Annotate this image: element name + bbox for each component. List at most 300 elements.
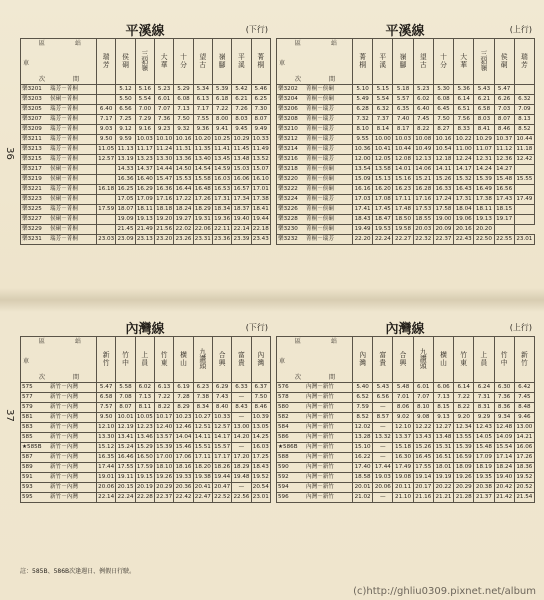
- header-label-sec: 間: [329, 374, 336, 381]
- time-cell: 16.45: [413, 453, 433, 463]
- time-cell: [97, 225, 116, 235]
- train-route: 新竹－內灣: [50, 453, 78, 460]
- time-cell: 5.15: [373, 85, 393, 95]
- time-cell: 19.40: [232, 215, 251, 225]
- time-cell: 13.46: [135, 433, 154, 443]
- table-row: [277, 413, 535, 423]
- train-cell: [277, 195, 353, 205]
- time-cell: 17.31: [454, 195, 474, 205]
- time-cell: 6.01: [154, 95, 173, 105]
- time-cell: 19.40: [494, 473, 514, 483]
- time-cell: 12.31: [474, 155, 494, 165]
- station-name: 竹東: [460, 351, 468, 367]
- time-cell: 19.58: [393, 225, 413, 235]
- table-row: [277, 403, 535, 413]
- time-cell: 18.11: [474, 205, 494, 215]
- train-route: 內灣－新竹: [306, 473, 334, 480]
- time-cell: 10.44: [514, 135, 534, 145]
- time-cell: 19.33: [174, 473, 193, 483]
- train-number: 577: [22, 393, 33, 400]
- train-number: 樂3207: [22, 115, 42, 122]
- table-row: [277, 185, 535, 195]
- time-cell: 22.24: [373, 235, 393, 245]
- schedule-table: [276, 38, 535, 245]
- train-number: 581: [22, 413, 33, 420]
- time-cell: 15.26: [413, 443, 433, 453]
- time-cell: 16.30: [393, 453, 413, 463]
- time-cell: 22.20: [353, 235, 373, 245]
- time-cell: 14.20: [232, 433, 251, 443]
- time-cell: 9.41: [212, 125, 231, 135]
- neiwan-upbound-table: [276, 318, 534, 563]
- train-cell: [277, 145, 353, 155]
- time-cell: 15.12: [97, 443, 116, 453]
- time-cell: 20.36: [174, 483, 193, 493]
- station-header: [353, 337, 373, 383]
- time-cell: 22.11: [212, 225, 231, 235]
- train-cell: [21, 175, 97, 185]
- time-cell: 20.20: [474, 225, 494, 235]
- time-cell: 7.30: [251, 105, 270, 115]
- time-cell: 13.52: [251, 155, 270, 165]
- time-cell: 19.09: [116, 215, 135, 225]
- station-name: 富貴: [238, 351, 245, 367]
- time-cell: 15.03: [232, 165, 251, 175]
- station-name: 瑞芳: [520, 53, 528, 69]
- time-cell: 23.01: [514, 235, 534, 245]
- train-number: 樂3229: [22, 225, 42, 232]
- table-row: [21, 165, 271, 175]
- time-cell: 8.15: [433, 403, 453, 413]
- time-cell: 18.29: [193, 205, 212, 215]
- time-cell: 9.59: [116, 135, 135, 145]
- train-number: 樂3209: [22, 125, 42, 132]
- time-cell: 16.28: [413, 185, 433, 195]
- time-cell: 18.47: [373, 215, 393, 225]
- time-cell: —: [373, 403, 393, 413]
- time-cell: 7.50: [251, 393, 270, 403]
- time-cell: 5.36: [454, 85, 474, 95]
- time-cell: 22.14: [97, 493, 116, 503]
- time-cell: 14.24: [474, 165, 494, 175]
- time-cell: 17.58: [433, 205, 453, 215]
- time-cell: 17.40: [353, 463, 373, 473]
- time-cell: 13.45: [212, 155, 231, 165]
- train-cell: [277, 115, 353, 125]
- train-number: 樂3221: [22, 185, 42, 192]
- station-name: 侯硐: [122, 53, 129, 69]
- time-cell: 12.43: [474, 423, 494, 433]
- station-header: [494, 337, 514, 383]
- time-cell: 15.48: [474, 443, 494, 453]
- time-cell: 6.21: [232, 95, 251, 105]
- train-cell: [277, 225, 353, 235]
- time-cell: 9.32: [174, 125, 193, 135]
- train-cell: [277, 383, 353, 393]
- station-header: [433, 337, 453, 383]
- time-cell: 14.09: [494, 433, 514, 443]
- time-cell: 6.32: [373, 105, 393, 115]
- time-cell: 9.55: [353, 135, 373, 145]
- time-cell: 21.02: [353, 493, 373, 503]
- train-route: 新竹－內灣: [50, 483, 78, 490]
- time-cell: 18.19: [474, 463, 494, 473]
- time-cell: —: [373, 493, 393, 503]
- time-cell: 19.15: [135, 473, 154, 483]
- time-cell: 13.05: [251, 423, 270, 433]
- time-cell: [514, 205, 534, 215]
- time-cell: [97, 215, 116, 225]
- train-number: 585: [22, 433, 33, 440]
- time-cell: 7.26: [232, 105, 251, 115]
- time-cell: 19.27: [174, 215, 193, 225]
- time-cell: 13.58: [373, 165, 393, 175]
- time-cell: 20.11: [393, 483, 413, 493]
- time-cell: 17.11: [193, 453, 212, 463]
- time-cell: [97, 165, 116, 175]
- time-cell: 19.44: [251, 215, 270, 225]
- table-row: [21, 225, 271, 235]
- header-label-station: 站: [331, 338, 338, 345]
- time-cell: 8.13: [514, 115, 534, 125]
- train-number: 590: [278, 463, 289, 470]
- time-cell: 21.56: [154, 225, 173, 235]
- time-cell: 6.23: [193, 383, 212, 393]
- time-cell: 5.43: [474, 85, 494, 95]
- time-cell: 12.34: [454, 423, 474, 433]
- station-header: [474, 39, 494, 85]
- train-number: 樂3203: [22, 95, 42, 102]
- time-cell: 7.07: [413, 393, 433, 403]
- time-cell: 17.09: [135, 195, 154, 205]
- train-route: 內灣－新竹: [306, 483, 334, 490]
- time-cell: 19.11: [116, 473, 135, 483]
- time-cell: 10.33: [212, 413, 231, 423]
- station-name: 十分: [440, 53, 447, 69]
- train-number: 595: [22, 493, 33, 500]
- direction-label: (上行): [509, 25, 532, 34]
- train-route: 瑞芳－菁桐: [50, 105, 78, 112]
- table-row: [277, 225, 535, 235]
- time-cell: 17.38: [474, 195, 494, 205]
- time-cell: 22.56: [232, 493, 251, 503]
- train-number: 586: [278, 433, 289, 440]
- time-cell: 18.43: [353, 215, 373, 225]
- station-header: [193, 39, 212, 85]
- time-cell: 16.36: [154, 185, 173, 195]
- time-cell: 18.58: [353, 473, 373, 483]
- train-number: 575: [22, 383, 33, 390]
- time-cell: 11.41: [212, 145, 231, 155]
- time-cell: 14.21: [514, 433, 534, 443]
- time-cell: 17.41: [353, 205, 373, 215]
- header-corner: [277, 39, 353, 85]
- time-cell: 17.44: [373, 463, 393, 473]
- time-cell: 8.11: [135, 403, 154, 413]
- time-cell: 10.16: [433, 135, 453, 145]
- time-cell: 16.48: [193, 185, 212, 195]
- station-header: [116, 39, 135, 85]
- train-number: 樂3212: [278, 135, 298, 142]
- time-cell: 10.37: [494, 135, 514, 145]
- table-row: [21, 115, 271, 125]
- station-name: 横山: [440, 351, 447, 367]
- time-cell: 23.26: [174, 235, 193, 245]
- time-cell: 6.06: [433, 383, 453, 393]
- time-cell: 10.54: [433, 145, 453, 155]
- time-cell: 20.09: [433, 225, 453, 235]
- train-number: 579: [22, 403, 33, 410]
- station-name: 大華: [460, 53, 468, 69]
- time-cell: 8.07: [116, 403, 135, 413]
- time-cell: 13.00: [514, 423, 534, 433]
- station-name: 侯硐: [500, 53, 508, 69]
- table-row: [21, 235, 271, 245]
- train-number: 樂3214: [278, 145, 298, 152]
- train-route: 內灣－新竹: [306, 433, 334, 440]
- time-cell: 21.37: [474, 493, 494, 503]
- train-cell: [21, 215, 97, 225]
- header-label-car: 車: [23, 60, 30, 67]
- time-cell: 21.49: [135, 225, 154, 235]
- table-title: 內灣線: [385, 322, 425, 337]
- train-route: 瑞芳－菁桐: [50, 235, 78, 242]
- table-row: [21, 413, 271, 423]
- station-name: 上員: [480, 351, 488, 367]
- train-route: 菁桐－侯硐: [306, 225, 334, 232]
- time-cell: 11.05: [97, 145, 116, 155]
- time-cell: 10.01: [116, 413, 135, 423]
- schedule-table: [276, 336, 535, 503]
- time-cell: 13.30: [97, 433, 116, 443]
- time-cell: 11.17: [135, 145, 154, 155]
- station-header: [174, 39, 193, 85]
- time-cell: 16.51: [433, 453, 453, 463]
- time-cell: 23.13: [135, 235, 154, 245]
- station-name: 內灣: [257, 351, 265, 367]
- time-cell: 16.40: [135, 175, 154, 185]
- train-route: 菁桐－瑞芳: [306, 195, 334, 202]
- train-route: 瑞芳－菁桐: [50, 185, 78, 192]
- time-cell: 19.26: [154, 473, 173, 483]
- station-header: [97, 337, 116, 383]
- time-cell: 16.23: [393, 185, 413, 195]
- table-row: [21, 443, 271, 453]
- train-cell: [21, 433, 97, 443]
- station-name: 富貴: [379, 351, 387, 367]
- time-cell: 17.49: [393, 463, 413, 473]
- time-cell: 8.10: [353, 125, 373, 135]
- time-cell: 18.24: [494, 463, 514, 473]
- header-label-station: 站: [75, 338, 82, 345]
- time-cell: 21.28: [454, 493, 474, 503]
- time-cell: 5.39: [212, 85, 231, 95]
- time-cell: 23.36: [212, 235, 231, 245]
- station-name: 十分: [180, 53, 187, 69]
- station-name: 嶺腳: [399, 53, 407, 69]
- time-cell: 16.56: [494, 185, 514, 195]
- station-name: 横山: [180, 351, 187, 367]
- station-name: 九讚頭: [419, 347, 427, 371]
- time-cell: 14.17: [212, 433, 231, 443]
- time-cell: 6.56: [373, 393, 393, 403]
- time-cell: 14.44: [154, 165, 173, 175]
- time-cell: 9.03: [97, 125, 116, 135]
- table-row: [21, 145, 271, 155]
- time-cell: 7.45: [413, 115, 433, 125]
- station-header: [193, 337, 212, 383]
- time-cell: 9.13: [433, 413, 453, 423]
- train-route: 內灣－新竹: [306, 403, 334, 410]
- time-cell: 18.01: [433, 463, 453, 473]
- table-row: [21, 403, 271, 413]
- train-cell: [277, 393, 353, 403]
- station-name: 新竹: [102, 351, 110, 367]
- time-cell: 7.43: [212, 393, 231, 403]
- table-row: [277, 195, 535, 205]
- train-number: 樂3222: [278, 185, 298, 192]
- time-cell: 12.24: [454, 155, 474, 165]
- time-cell: 14.50: [174, 165, 193, 175]
- train-number: 樂3206: [278, 105, 298, 112]
- time-cell: 17.20: [232, 453, 251, 463]
- train-cell: [277, 443, 353, 453]
- time-cell: 17.06: [174, 453, 193, 463]
- train-cell: [21, 453, 97, 463]
- train-route: 菁桐－侯硐: [306, 185, 334, 192]
- train-cell: [21, 423, 97, 433]
- time-cell: 6.08: [174, 95, 193, 105]
- time-cell: 5.30: [433, 85, 453, 95]
- train-cell: [277, 433, 353, 443]
- train-cell: [21, 483, 97, 493]
- station-name: 大華: [160, 53, 168, 69]
- time-cell: 12.00: [353, 155, 373, 165]
- neiwan-downbound-table: [20, 318, 270, 563]
- time-cell: 16.25: [116, 185, 135, 195]
- time-cell: 14.11: [433, 165, 453, 175]
- time-cell: 5.46: [251, 85, 270, 95]
- time-cell: 6.14: [454, 95, 474, 105]
- pingxi-downbound-table: [20, 20, 270, 275]
- table-row: [277, 95, 535, 105]
- time-cell: 6.02: [135, 383, 154, 393]
- table-row: [277, 205, 535, 215]
- time-cell: 18.36: [514, 463, 534, 473]
- train-cell: [21, 473, 97, 483]
- train-route: 侯硐－菁桐: [50, 215, 78, 222]
- time-cell: 9.23: [154, 125, 173, 135]
- time-cell: 17.22: [174, 195, 193, 205]
- time-cell: 7.25: [116, 115, 135, 125]
- time-cell: 12.05: [373, 155, 393, 165]
- time-cell: 5.16: [135, 85, 154, 95]
- train-number: 584: [278, 423, 289, 430]
- footnote: 註：585B、586B次逢週日、例假日行駛。: [20, 568, 136, 575]
- table-row: [21, 135, 271, 145]
- time-cell: 8.22: [413, 125, 433, 135]
- time-cell: —: [232, 443, 251, 453]
- station-header: [514, 337, 534, 383]
- time-cell: 22.52: [212, 493, 231, 503]
- table-row: [277, 443, 535, 453]
- time-cell: 14.37: [135, 165, 154, 175]
- train-number: 樂3232: [278, 235, 298, 242]
- station-header: [174, 337, 193, 383]
- time-cell: 7.28: [174, 393, 193, 403]
- time-cell: 15.39: [474, 175, 494, 185]
- time-cell: 8.22: [454, 403, 474, 413]
- time-cell: 19.06: [454, 215, 474, 225]
- station-header: [413, 337, 433, 383]
- time-cell: 6.51: [454, 105, 474, 115]
- train-route: 內灣－新竹: [306, 383, 334, 390]
- station-header: [135, 337, 154, 383]
- time-cell: 7.59: [353, 403, 373, 413]
- time-cell: 21.21: [433, 493, 453, 503]
- table-row: [277, 493, 535, 503]
- time-cell: 6.21: [474, 95, 494, 105]
- time-cell: 8.00: [212, 115, 231, 125]
- header-corner: [21, 39, 97, 85]
- train-cell: [277, 463, 353, 473]
- time-cell: 11.31: [174, 145, 193, 155]
- time-cell: 15.07: [251, 165, 270, 175]
- time-cell: 17.16: [154, 195, 173, 205]
- time-cell: 17.11: [393, 195, 413, 205]
- time-cell: 23.09: [116, 235, 135, 245]
- train-route: 瑞芳－菁桐: [50, 145, 78, 152]
- train-cell: [21, 205, 97, 215]
- time-cell: 20.16: [454, 225, 474, 235]
- station-header: [97, 39, 116, 85]
- train-cell: [277, 175, 353, 185]
- station-header: [454, 337, 474, 383]
- time-cell: 5.47: [97, 383, 116, 393]
- time-cell: 5.23: [154, 85, 173, 95]
- train-number: 樂3201: [22, 85, 42, 92]
- time-cell: 22.42: [174, 493, 193, 503]
- station-header: [116, 337, 135, 383]
- time-cell: 12.10: [97, 423, 116, 433]
- time-cell: 14.59: [212, 165, 231, 175]
- time-cell: 6.35: [393, 105, 413, 115]
- time-cell: 7.55: [193, 115, 212, 125]
- time-cell: 15.46: [174, 443, 193, 453]
- time-cell: 14.54: [193, 165, 212, 175]
- time-cell: 9.34: [494, 413, 514, 423]
- time-cell: 20.06: [373, 483, 393, 493]
- time-cell: 17.00: [154, 453, 173, 463]
- train-cell: [277, 85, 353, 95]
- time-cell: 8.48: [514, 403, 534, 413]
- train-route: 內灣－新竹: [306, 413, 334, 420]
- time-cell: 22.43: [454, 235, 474, 245]
- station-name: 新竹: [520, 351, 528, 367]
- time-cell: 6.29: [212, 383, 231, 393]
- table-row: [277, 433, 535, 443]
- time-cell: 23.31: [193, 235, 212, 245]
- train-cell: [277, 403, 353, 413]
- time-cell: 20.41: [193, 483, 212, 493]
- time-cell: 17.53: [413, 205, 433, 215]
- time-cell: 5.49: [353, 95, 373, 105]
- station-name: 三貂嶺: [141, 49, 149, 73]
- station-header: [212, 39, 231, 85]
- train-number: 樂3208: [278, 115, 298, 122]
- station-name: 望古: [199, 53, 207, 69]
- time-cell: 7.56: [454, 115, 474, 125]
